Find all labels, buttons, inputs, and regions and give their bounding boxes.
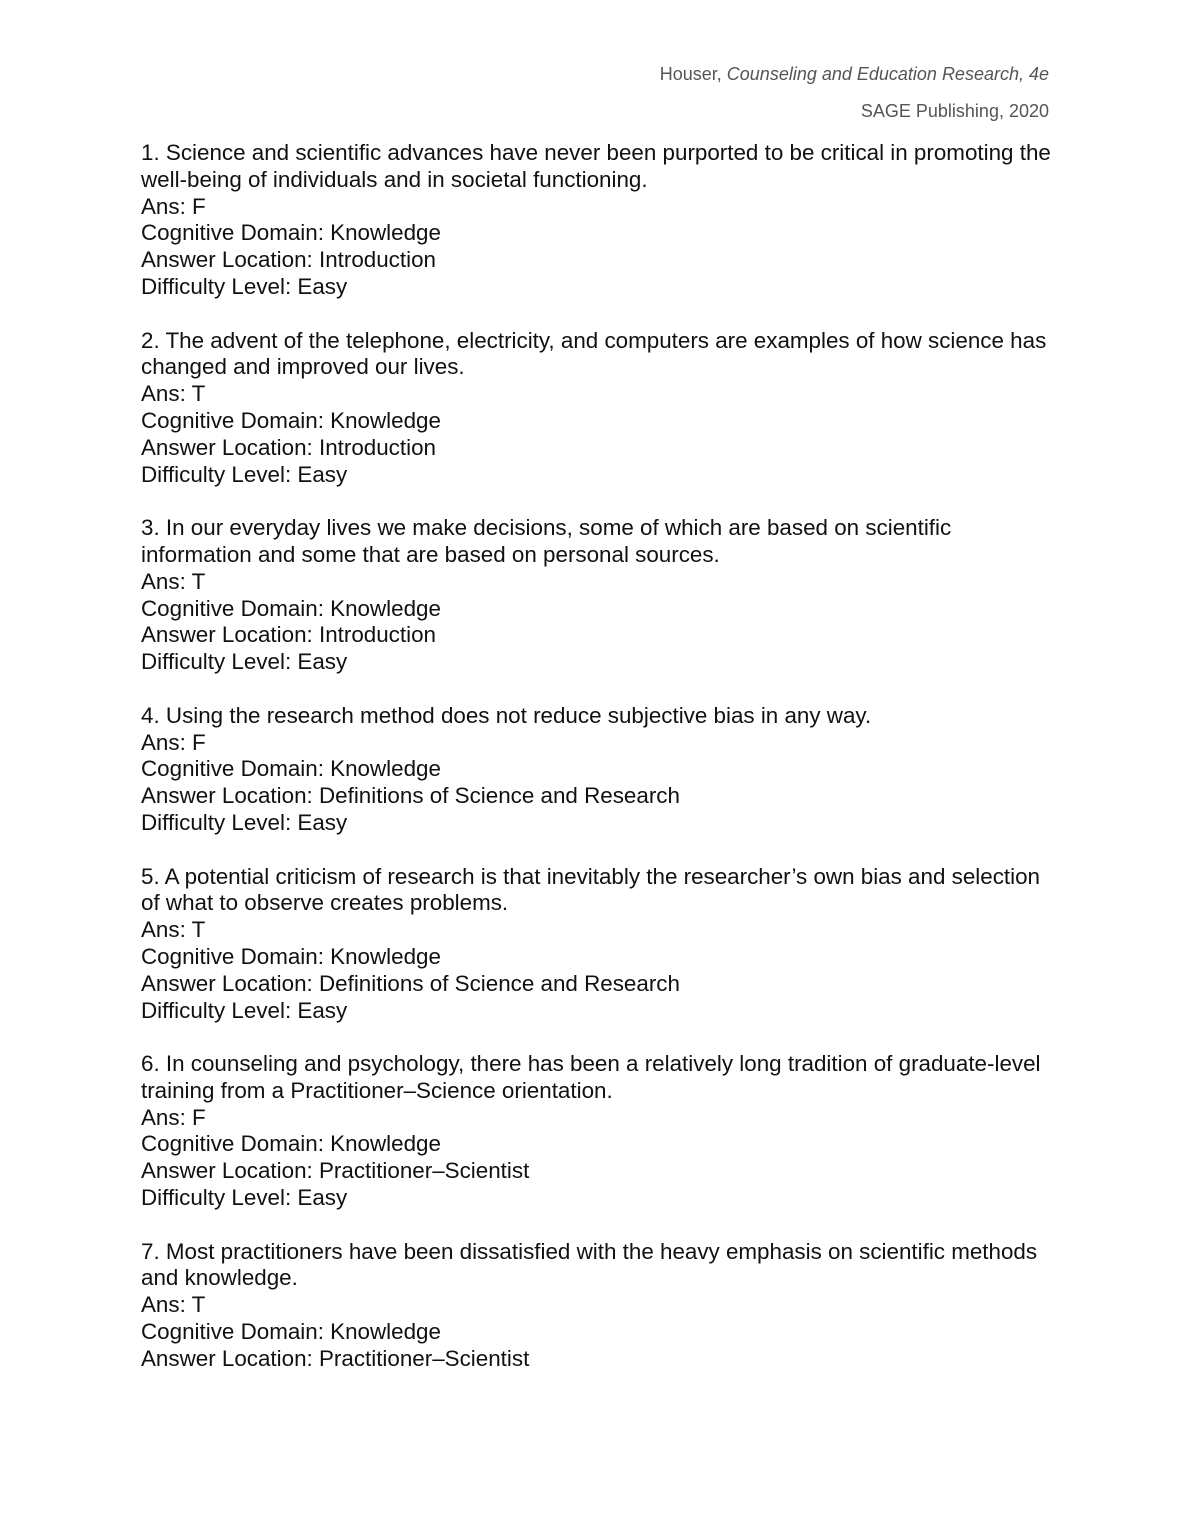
question-item — [141, 703, 1061, 837]
question-item — [141, 1051, 1061, 1212]
answer: Ans: T — [141, 917, 206, 943]
answer: Ans: T — [141, 381, 206, 407]
answer-location: Answer Location: Introduction — [141, 434, 436, 460]
page-header — [660, 56, 1049, 130]
cognitive-domain: Cognitive Domain: Knowledge — [141, 595, 441, 621]
difficulty-level: Difficulty Level: Easy — [141, 1185, 348, 1211]
answer-location: Answer Location: Definitions of Science and Research — [141, 970, 680, 996]
citation-line — [660, 56, 1049, 93]
answer-location: Answer Location: Introduction — [141, 622, 436, 648]
question-item — [141, 328, 1061, 489]
question-text: 1. Science and scientific advances have never been purported to be critical in promoting the well-being of individuals and in societal functioning. — [141, 140, 1051, 192]
cognitive-domain: Cognitive Domain: Knowledge — [141, 407, 441, 433]
answer: Ans: F — [141, 193, 206, 219]
answer: Ans: F — [141, 729, 206, 755]
publisher-line: SAGE Publishing, 2020 — [860, 101, 1049, 121]
answer-location: Answer Location: Practitioner–Scientist — [141, 1345, 530, 1371]
difficulty-level: Difficulty Level: Easy — [141, 997, 348, 1023]
answer: Ans: F — [141, 1104, 206, 1130]
difficulty-level: Difficulty Level: Easy — [141, 273, 348, 299]
question-item — [141, 140, 1061, 301]
question-text: 2. The advent of the telephone, electricity, and computers are examples of how science has changed and improved our lives. — [141, 327, 1047, 380]
cognitive-domain: Cognitive Domain: Knowledge — [141, 943, 441, 969]
cognitive-domain: Cognitive Domain: Knowledge — [141, 220, 441, 246]
cognitive-domain: Cognitive Domain: Knowledge — [141, 1319, 441, 1345]
question-item — [141, 1239, 1061, 1373]
question-text: 6. In counseling and psychology, there has been a relatively long tradition of graduate-level training from a Practitioner–Science orientation. — [141, 1051, 1041, 1103]
answer-location: Answer Location: Definitions of Science and Research — [141, 783, 680, 809]
author-name: Houser, — [659, 64, 727, 84]
question-item — [141, 515, 1061, 676]
answer: Ans: T — [141, 1292, 206, 1318]
question-text: 4. Using the research method does not reduce subjective bias in any way. — [141, 702, 872, 728]
answer: Ans: T — [141, 568, 206, 594]
difficulty-level: Difficulty Level: Easy — [141, 649, 348, 675]
question-item — [141, 864, 1061, 1025]
cognitive-domain: Cognitive Domain: Knowledge — [141, 1131, 441, 1157]
difficulty-level: Difficulty Level: Easy — [141, 461, 348, 487]
question-text: 5. A potential criticism of research is that inevitably the researcher’s own bias and selection of what to observe creates problems. — [141, 863, 1040, 916]
answer-location: Answer Location: Introduction — [141, 247, 436, 273]
book-title: Counseling and Education Research, 4e — [726, 64, 1049, 84]
answer-location: Answer Location: Practitioner–Scientist — [141, 1158, 530, 1184]
difficulty-level: Difficulty Level: Easy — [141, 809, 348, 835]
cognitive-domain: Cognitive Domain: Knowledge — [141, 756, 441, 782]
question-text: 3. In our everyday lives we make decisions, some of which are based on scientific information and some that are based on personal sources. — [141, 515, 952, 567]
question-text: 7. Most practitioners have been dissatisfied with the heavy emphasis on scientific methods and knowledge. — [141, 1238, 1038, 1291]
question-list — [141, 140, 1061, 1399]
